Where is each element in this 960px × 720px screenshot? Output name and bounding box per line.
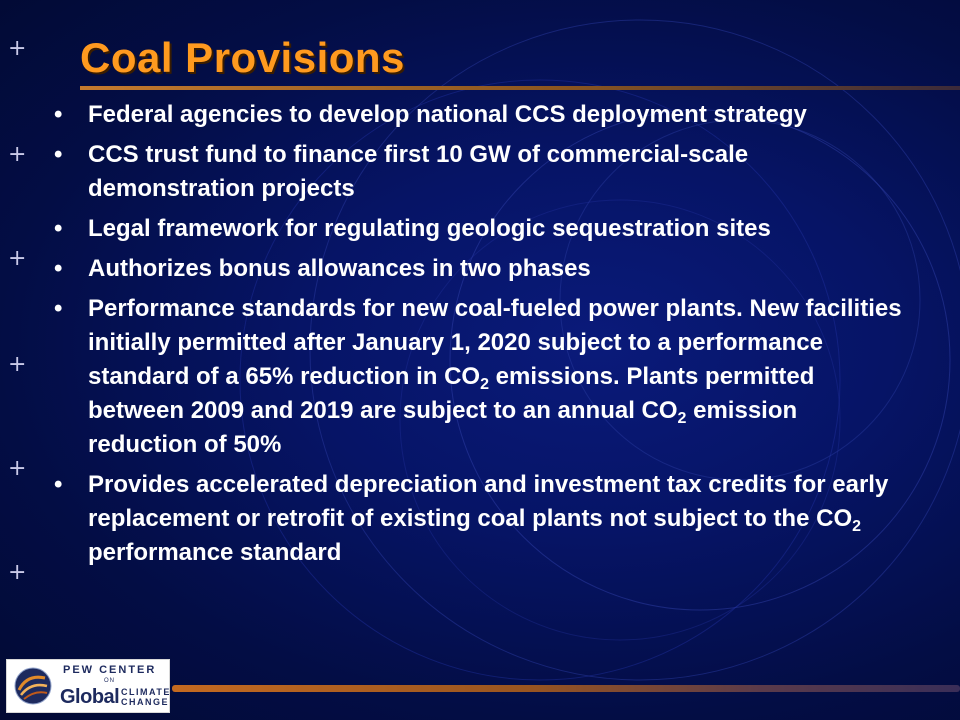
bullet-item (52, 138, 912, 206)
bullet-text: Performance standards for new coal-fueled power plants. New facilities initially permitted after January 1, 2020 subject to a performance standard of a 65% reduction in $CO_2$ emissions. Plants permitted between 2009 and 2019 are subject to an annual $CO_2$ emission reduction of 50% (88, 295, 902, 458)
cross-icon: + (8, 36, 27, 61)
cross-icon: + (8, 456, 27, 481)
bullet-text: Federal agencies to develop national CCS deployment strategy (88, 101, 807, 128)
bullet-text: CCS trust fund to finance first 10 GW of commercial-scale demonstration projects (88, 141, 749, 202)
bullet-item (52, 252, 912, 286)
bullet-item (52, 468, 912, 570)
pew-center-logo (6, 659, 170, 713)
logo-global: Global (60, 686, 120, 708)
bullet-marker: • (54, 295, 63, 322)
bullet-list (52, 98, 912, 576)
bullet-text: Authorizes bonus allowances in two phases (88, 255, 591, 282)
bullet-marker: • (54, 255, 63, 282)
bullet-text: Legal framework for regulating geologic sequestration sites (88, 215, 771, 242)
logo-pew-center: PEW CENTER (63, 664, 157, 676)
slide-title: Coal Provisions (80, 34, 405, 81)
cross-icon: + (8, 560, 27, 585)
footer-rule (172, 685, 960, 692)
cross-icon: + (8, 352, 27, 377)
globe-swirl-icon (13, 666, 53, 706)
cross-icon: + (8, 142, 27, 167)
bullet-text: Provides accelerated depreciation and investment tax credits for early replacement or retrofit of existing coal plants not subject to the $CO_2$ performance standard (88, 471, 889, 566)
title-area (80, 34, 405, 82)
bullet-item (52, 98, 912, 132)
bullet-marker: • (54, 215, 63, 242)
bullet-item (52, 212, 912, 246)
bullet-marker: • (54, 141, 63, 168)
title-rule (80, 86, 960, 90)
bullet-marker: • (54, 471, 63, 498)
cross-icon: + (8, 246, 27, 271)
bullet-item (52, 292, 912, 462)
bullet-marker: • (54, 101, 63, 128)
logo-on: ON (104, 678, 115, 684)
logo-climate-change: CLIMATE CHANGE (121, 687, 171, 707)
